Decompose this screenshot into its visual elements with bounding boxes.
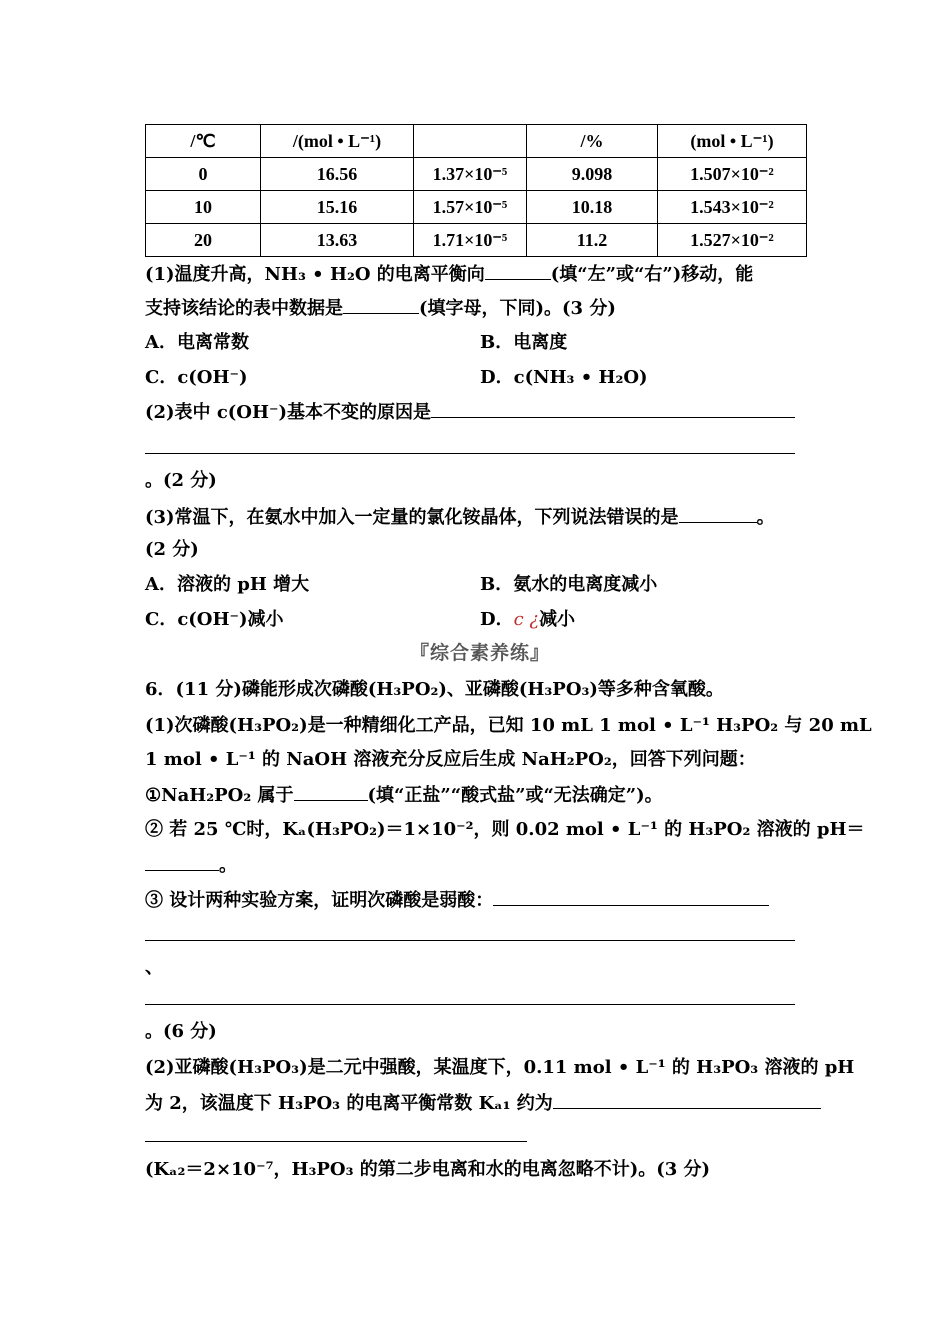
q6-sub1-text-a: ①NaH₂PO₂ 属于 (145, 785, 294, 806)
q6-part2-line2 (145, 1090, 821, 1117)
q5-part1-line1 (145, 261, 753, 288)
table-cell: 16.56 (261, 158, 414, 191)
table-header-cell: /℃ (146, 125, 261, 158)
table-header-cell: /% (527, 125, 658, 158)
table-cell: 11.2 (527, 224, 658, 257)
table-cell: 15.16 (261, 191, 414, 224)
q6-sub2-answer (145, 852, 237, 879)
answer-line[interactable] (145, 1141, 527, 1142)
table-row (146, 191, 807, 224)
table-cell: 13.63 (261, 224, 414, 257)
q5-part3-text: (3)常温下，在氨水中加入一定量的氯化铵晶体，下列说法错误的是 (145, 507, 679, 528)
q6-part1-line1: (1)次磷酸(H₃PO₂)是一种精细化工产品，已知 10 mL 1 mol • L⁻¹ H₃PO₂ 与 20 mL (145, 715, 872, 736)
q6-part1-line2: 1 mol • L⁻¹ 的 NaOH 溶液充分反应后生成 NaH₂PO₂，回答下列问题： (145, 749, 756, 770)
q5-part1-text-b: (填“左”或“右”)移动，能 (550, 264, 754, 285)
q6-part2-text-b: 为 2，该温度下 H₃PO₃ 的电离平衡常数 Kₐ₁ 约为 (145, 1093, 553, 1114)
table-cell: 1.543×10⁻² (658, 191, 807, 224)
q6-intro: 6．(11 分)磷能形成次磷酸(H₃PO₂)、亚磷酸(H₃PO₃)等多种含氧酸。 (145, 679, 724, 700)
table-row (146, 224, 807, 257)
option-a: A．溶液的 pH 增大 (145, 574, 310, 595)
q6-sub3-separator: 、 (145, 957, 163, 978)
q6-sub2-line: ② 若 25 ℃时，Kₐ(H₃PO₂)＝1×10⁻²，则 0.02 mol • L⁻¹ 的 H₃PO₂ 溶液的 pH＝ (145, 819, 865, 840)
table-row (146, 158, 807, 191)
q6-part2-line1: (2)亚磷酸(H₃PO₃)是二元中强酸，某温度下，0.11 mol • L⁻¹ 的 H₃PO₃ 溶液的 pH (145, 1057, 855, 1078)
table-cell: 1.527×10⁻² (658, 224, 807, 257)
q5-part3-score: (2 分) (145, 539, 199, 560)
q5-part1-text-c: 支持该结论的表中数据是 (145, 298, 343, 319)
q5-part1-text-a: (1)温度升高，NH₃ • H₂O 的电离平衡向 (145, 264, 485, 285)
q6-sub3-text: ③ 设计两种实验方案，证明次磷酸是弱酸： (145, 890, 494, 911)
answer-line[interactable] (145, 1004, 795, 1005)
option-d-text: 减小 (539, 609, 576, 630)
q5-part1-text-d: (填字母，下同)。(3 分) (419, 298, 616, 319)
table-header-row (146, 125, 807, 158)
garbled-formula: c ¿ (513, 609, 540, 630)
q5-part2-text: (2)表中 c(OH⁻)基本不变的原因是 (145, 402, 432, 423)
option-b: B．电离度 (480, 332, 568, 353)
answer-blank[interactable] (679, 504, 757, 523)
option-d (480, 607, 575, 633)
data-table (145, 124, 807, 257)
option-d-label: D． (480, 609, 514, 630)
q5-part2-line (145, 399, 795, 426)
q6-sub3-line (145, 887, 769, 914)
table-cell: 1.71×10⁻⁵ (414, 224, 527, 257)
q6-sub1-text-b: (填“正盐”“酸式盐”或“无法确定”)。 (367, 785, 663, 806)
table-cell: 0 (146, 158, 261, 191)
answer-blank[interactable] (553, 1090, 821, 1109)
q5-part2-end: 。(2 分) (145, 470, 217, 491)
answer-blank[interactable] (485, 261, 551, 280)
table-cell: 9.098 (527, 158, 658, 191)
option-d: D．c(NH₃ • H₂O) (480, 367, 648, 388)
answer-line[interactable] (145, 940, 795, 941)
q5-part3-line (145, 504, 775, 531)
option-c: C．c(OH⁻)减小 (145, 609, 284, 630)
q6-sub3-end: 。(6 分) (145, 1021, 217, 1042)
q5-part3-period: 。 (756, 507, 775, 528)
section-banner: 『综合素养练』 (410, 642, 551, 664)
option-c: C．c(OH⁻) (145, 367, 248, 388)
option-b: B．氨水的电离度减小 (480, 574, 658, 595)
table-header-cell: (mol • L⁻¹) (658, 125, 807, 158)
data-table-container (145, 124, 807, 257)
table-cell: 1.57×10⁻⁵ (414, 191, 527, 224)
table-header-cell: /(mol • L⁻¹) (261, 125, 414, 158)
answer-blank[interactable] (343, 295, 419, 314)
table-cell: 10 (146, 191, 261, 224)
q6-sub1-line (145, 782, 663, 809)
answer-blank[interactable] (145, 852, 219, 871)
q5-part1-line2 (145, 295, 616, 322)
table-cell: 10.18 (527, 191, 658, 224)
table-header-cell (414, 125, 527, 158)
table-cell: 1.507×10⁻² (658, 158, 807, 191)
option-a: A．电离常数 (145, 332, 249, 353)
answer-line[interactable] (145, 453, 795, 454)
table-cell: 1.37×10⁻⁵ (414, 158, 527, 191)
table-cell: 20 (146, 224, 261, 257)
answer-blank[interactable] (493, 887, 769, 906)
q6-sub2-period: 。 (219, 855, 237, 876)
answer-blank[interactable] (431, 399, 795, 418)
q6-part2-line3: (Kₐ₂＝2×10⁻⁷，H₃PO₃ 的第二步电离和水的电离忽略不计)。(3 分) (145, 1159, 711, 1180)
answer-blank[interactable] (294, 782, 368, 801)
